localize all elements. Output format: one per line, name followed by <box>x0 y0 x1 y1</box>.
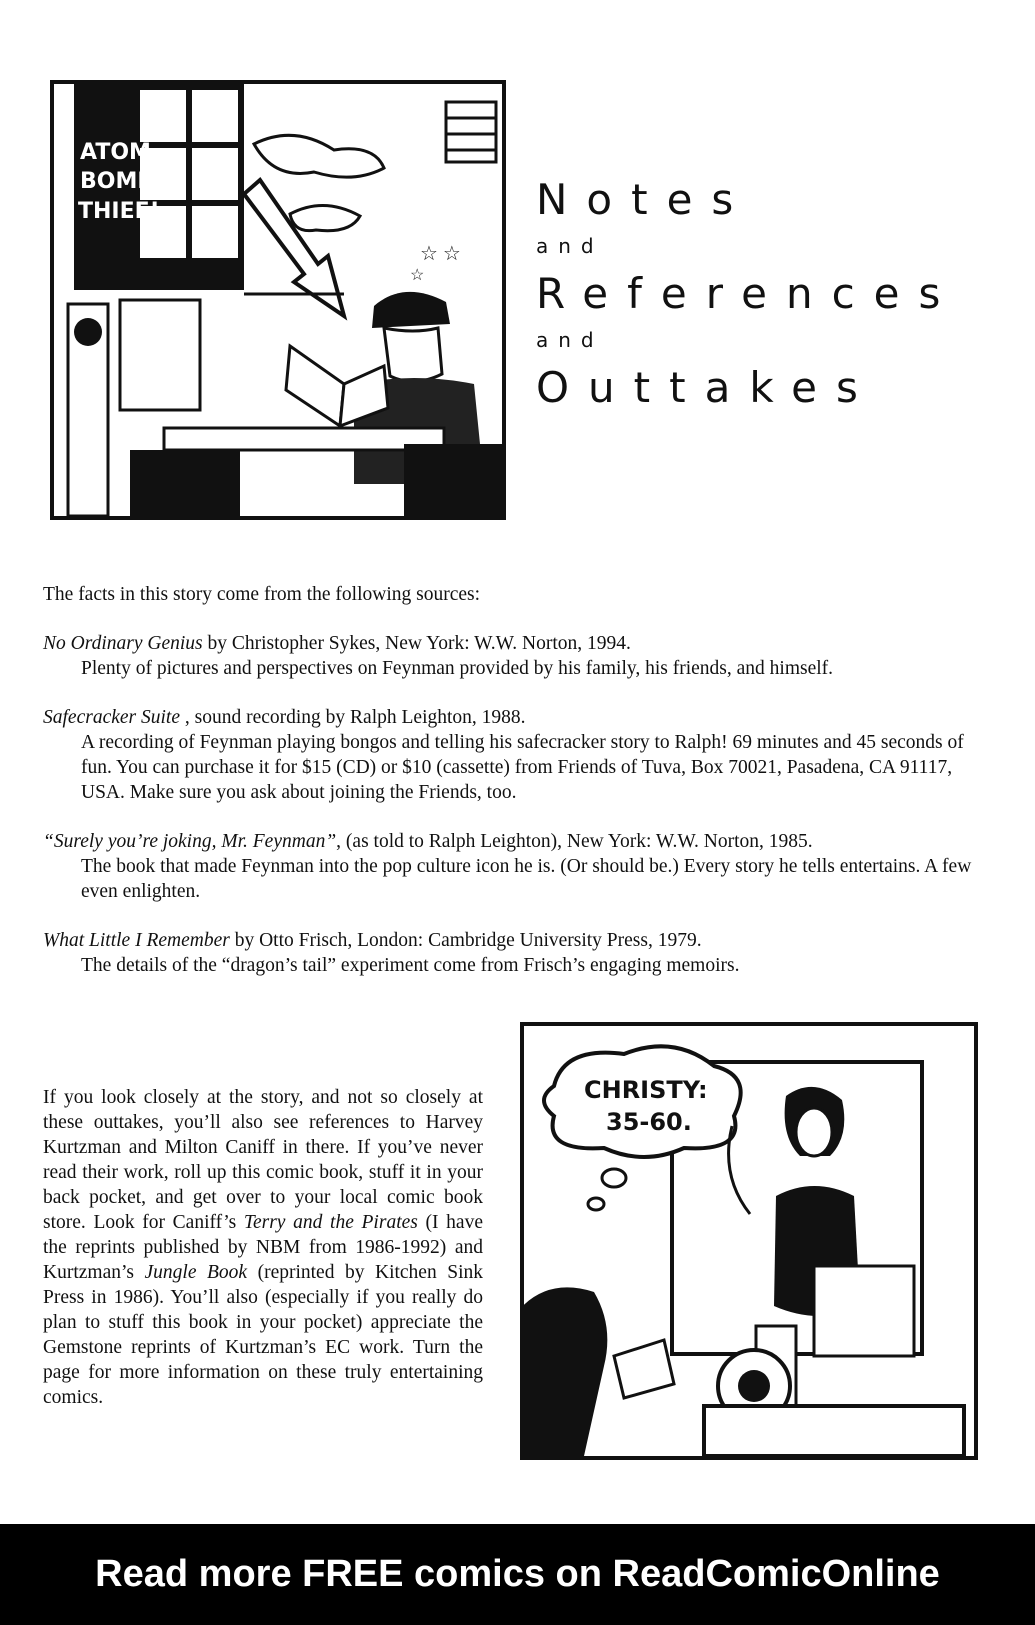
reference-description: The book that made Feynman into the pop culture icon he is. (Or should be.) Every story he tells entertains. A few even enlighten. <box>81 856 972 902</box>
reference-item <box>43 631 983 681</box>
reference-item <box>43 705 983 805</box>
heading-outtakes: Outtakes <box>536 363 877 412</box>
heading-notes: Notes <box>536 175 753 224</box>
reference-citation: by Otto Frisch, London: Cambridge University Press, 1979. <box>229 930 702 951</box>
paragraph-text: (I have the reprints published by NBM from 1986-1992) and Kurtzman’s <box>43 1212 483 1283</box>
reference-description: A recording of Feynman playing bongos and telling his safecracker story to Ralph! 69 minutes and 45 seconds of fun. You can purchase it for $15 (CD) or $10 (cassette) from Friends of Tuva, Box 70021, Pasadena, CA 91117, USA. Make sure you ask about joining the Friends, too. <box>81 732 964 803</box>
man-figure <box>524 1287 607 1456</box>
paragraph-title-jungle-book: Jungle Book <box>144 1262 248 1283</box>
reference-title: “Surely you’re joking, Mr. Feynman” <box>43 831 337 852</box>
thought-text-line2: 35-60. <box>606 1108 692 1136</box>
reference-citation: by Christopher Sykes, New York: W.W. Norton, 1994. <box>202 633 631 654</box>
bottom-illustration-panel <box>520 1022 978 1460</box>
reference-description: Plenty of pictures and perspectives on Feynman provided by his family, his friends, and himself. <box>81 658 834 679</box>
footer-banner-text[interactable]: Read more FREE comics on ReadComicOnline <box>95 1553 940 1595</box>
svg-text:☆: ☆ <box>410 267 425 284</box>
reference-title: What Little I Remember <box>43 930 230 951</box>
paragraph-text: (reprinted by Kitchen Sink Press in 1986). You’ll also (especially if you really do plan to stuff this book in your pocket) appreciate the Gemstone reprints of Kurtzman’s EC work. Turn the page for more information on these truly entertaining comics. <box>43 1262 483 1408</box>
references-section <box>43 582 983 1002</box>
paragraph-text: If you look closely at the story, and not so closely at these outtakes, you’ll also see references to Harvey Kurtzman and Milton Caniff in there. If you’ve never read their work, roll up this comic book, stuff it in your back pocket, and get over to your local comic book store. Look for Caniff’s <box>43 1087 483 1233</box>
reference-item <box>43 928 983 978</box>
heading-references: References <box>536 269 960 318</box>
outtakes-paragraph <box>43 1085 483 1410</box>
top-illustration-panel <box>50 80 506 520</box>
reference-item <box>43 829 983 904</box>
officer-reading-comic-illustration <box>54 84 502 516</box>
reference-description: The details of the “dragon’s tail” experiment come from Frisch’s engaging memoirs. <box>81 955 740 976</box>
cover-title-line3: THIEF! <box>78 199 160 224</box>
reference-citation: , sound recording by Ralph Leighton, 1988. <box>180 707 526 728</box>
heading-and-2: and <box>536 328 604 352</box>
footer-banner[interactable] <box>0 1524 1035 1625</box>
heading-and-1: and <box>536 234 604 258</box>
christy-illustration <box>524 1026 974 1456</box>
intro-text: The facts in this story come from the following sources: <box>43 584 481 605</box>
paragraph-title-terry: Terry and the Pirates <box>243 1212 418 1233</box>
thought-text-line1: CHRISTY: <box>584 1076 708 1104</box>
reference-citation: , (as told to Ralph Leighton), New York: W.W. Norton, 1985. <box>336 831 813 852</box>
reference-title: No Ordinary Genius <box>43 633 203 654</box>
ticket-icon <box>614 1340 674 1398</box>
officer-cap <box>372 292 450 328</box>
reference-title: Safecracker Suite <box>43 707 180 728</box>
svg-text:☆ ☆: ☆ ☆ <box>420 243 461 265</box>
arrow-icon <box>244 180 344 316</box>
cover-title-line2: BOMB <box>80 169 155 194</box>
page-heading <box>536 176 1016 412</box>
cover-title-line1: ATOM <box>80 140 151 165</box>
